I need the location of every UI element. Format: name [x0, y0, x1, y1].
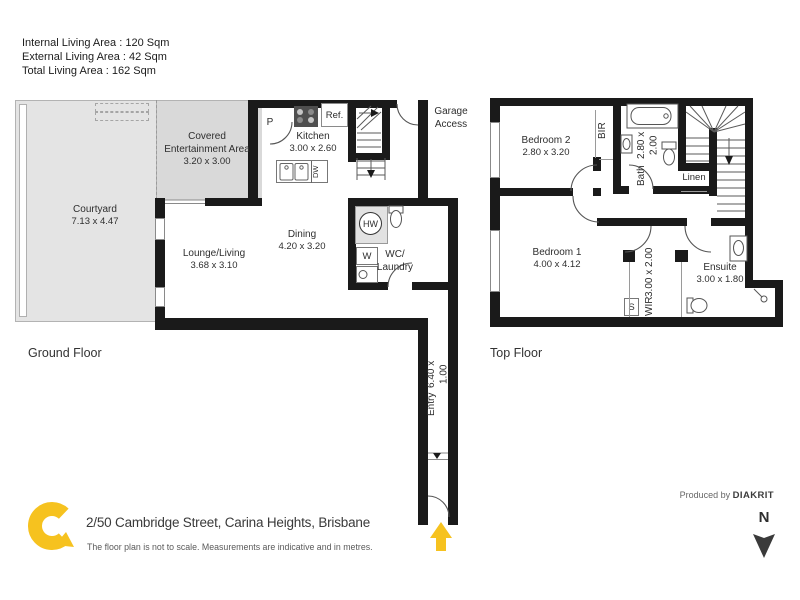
shelf-label: S [628, 301, 635, 313]
wall-segment [678, 163, 709, 171]
north-arrow-icon [750, 530, 778, 560]
wall-segment [490, 98, 753, 106]
wall-segment [675, 250, 688, 262]
room-label-courtyard: Courtyard 7.13 x 4.47 [71, 204, 119, 227]
north-label: N [758, 509, 770, 526]
room-label-dining: Dining 4.20 x 3.20 [278, 229, 326, 252]
brand-logo-icon [28, 500, 80, 562]
window [155, 218, 165, 240]
room-label-entry: Entry 6.40 x 1.00 [426, 360, 450, 416]
wall-segment [623, 250, 635, 262]
washing-machine: W [356, 247, 378, 265]
room-label-lounge-living: Lounge/Living 3.68 x 3.10 [182, 248, 246, 271]
wall-segment [678, 106, 686, 170]
linen-label: Linen [682, 172, 706, 183]
room-label-wc-laundry: WC/ Laundry [376, 249, 414, 273]
window [490, 122, 500, 178]
internal-living-area: Internal Living Area : 120 Sqm [22, 37, 170, 49]
fridge-label: Ref. [325, 109, 344, 121]
wall-segment [613, 186, 629, 194]
produced-by-text: Produced by [679, 490, 733, 500]
pergola-outline [95, 103, 149, 112]
wall-segment [490, 178, 500, 230]
wall-segment [775, 280, 783, 325]
wall-segment [155, 318, 428, 330]
pergola-outline [95, 112, 149, 121]
wall-segment [348, 198, 458, 206]
room-label-wir: WIR 3.00 x 2.00 [644, 247, 655, 317]
stove-cooktop [294, 106, 318, 127]
wall-segment [613, 106, 621, 190]
window [490, 230, 500, 292]
dishwasher-label: DW [311, 165, 320, 178]
wall-segment [155, 206, 165, 218]
wall-segment [490, 98, 500, 122]
wall-segment [382, 100, 390, 158]
stairs-ground [357, 106, 385, 180]
wall-segment [490, 317, 783, 327]
brand-name: DIAKRIT [732, 490, 774, 501]
wall-segment [418, 100, 428, 206]
top-floor-title: Top Floor [490, 346, 543, 360]
room-label-kitchen: Kitchen 3.00 x 2.60 [289, 131, 337, 154]
wall-segment [418, 322, 428, 525]
entry-direction-arrow-icon [430, 522, 452, 551]
hot-water-unit: HW [359, 212, 382, 235]
wall-segment [593, 157, 601, 171]
wall-segment [709, 128, 717, 196]
wall-segment [348, 282, 388, 290]
disclaimer-text: The floor plan is not to scale. Measurements are indicative and in metres. [87, 542, 373, 552]
external-living-area: External Living Area : 42 Sqm [22, 51, 167, 63]
wall-segment [155, 198, 165, 206]
shelf-unit [624, 298, 639, 316]
wall-segment [711, 218, 745, 226]
room-label-covered-entertainment: Covered Entertainment Area 3.20 x 3.00 [164, 131, 250, 167]
living-area-stats [22, 36, 169, 78]
room-label-garage-access: Garage Access [434, 106, 468, 130]
courtyard-planter-strip [19, 104, 27, 317]
wall-segment [500, 188, 573, 196]
wall-segment [597, 218, 687, 226]
window [155, 287, 165, 307]
room-label-bedroom-2: Bedroom 2 2.80 x 3.20 [521, 135, 571, 158]
wall-segment [205, 198, 262, 206]
room-label-bedroom-1: Bedroom 1 4.00 x 4.12 [532, 247, 582, 270]
wall-segment [653, 186, 713, 194]
wall-segment [155, 240, 165, 287]
room-label-ensuite: Ensuite 3.00 x 1.80 [696, 262, 744, 285]
fridge-space [321, 103, 348, 127]
room-label-bath: Bath 2.80 x 2.00 [636, 132, 660, 186]
wall-segment [348, 153, 390, 160]
pantry-label: P [266, 117, 274, 128]
property-address: 2/50 Cambridge Street, Carina Heights, Brisbane [86, 515, 371, 530]
produced-by [640, 490, 774, 501]
wall-segment [593, 188, 601, 196]
wall-segment [412, 282, 458, 290]
bir-label: BIR [597, 122, 608, 140]
ground-floor-title: Ground Floor [28, 346, 102, 360]
total-living-area: Total Living Area : 162 Sqm [22, 65, 156, 77]
wall-segment [745, 98, 753, 288]
